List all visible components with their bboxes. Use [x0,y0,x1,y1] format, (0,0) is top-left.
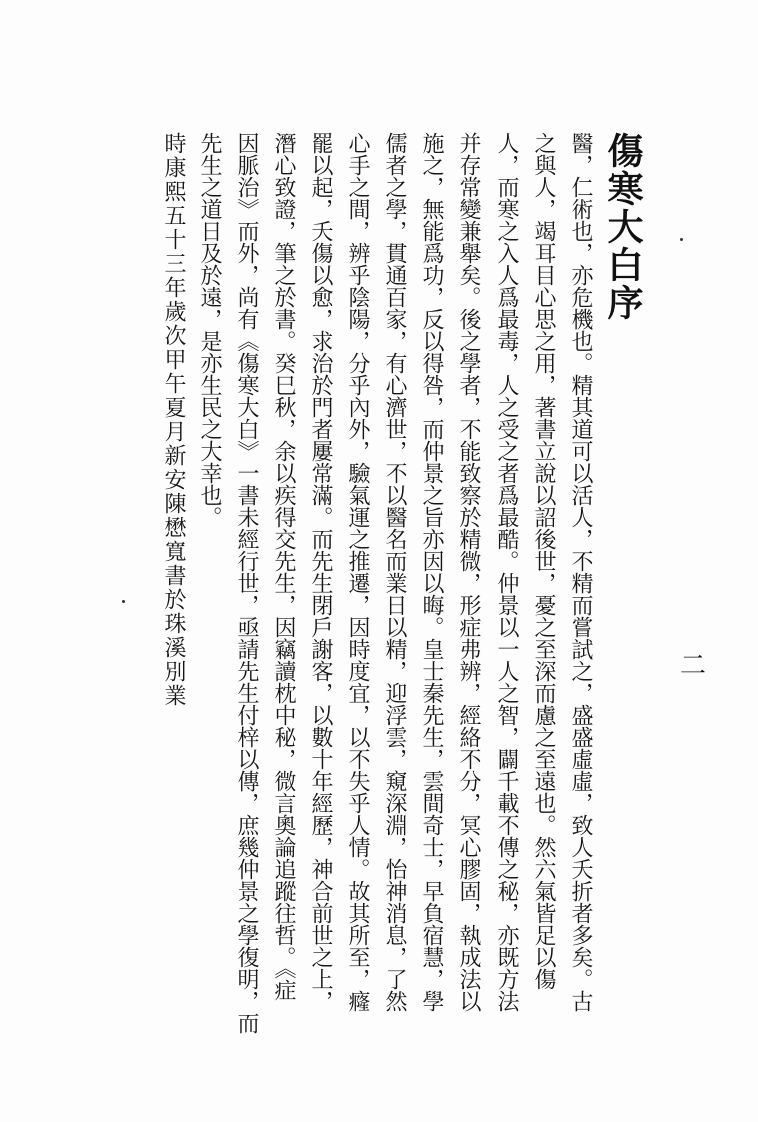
text-column: 并存常變兼舉矣。後之學者，不能致察於精微，形症弗辨，經絡不分，冥心膠固，執成法以 [456,132,481,1012]
text-column: 施之，無能爲功，反以得咎，而仲景之旨亦因以晦。皇士秦先生，雲間奇士，早負宿慧，學 [419,132,444,1012]
scan-speck [680,238,683,241]
text-column: 醫，仁術也，亦危機也。精其道可以活人，不精而嘗試之，盛盛虛虛，致人夭折者多矣。古 [568,132,593,1012]
scan-speck [122,600,125,603]
text-column: 儒者之學，貫通百家，有心濟世，不以醫名而業日以精，迎浮雲，窺深淵，怡神消息，了然 [382,132,407,1012]
page-number: 二 [680,651,707,681]
colophon-column: 時康熙五十三年歲次甲午夏月新安陳懋寬書於珠溪別業 [161,132,186,708]
text-column: 潛心致證，筆之於書。癸巳秋，余以疾得交先生，因竊讀枕中秘，微言奧論追蹤往哲。《症 [271,132,296,1001]
preface-title: 傷寒大白序 [602,132,644,322]
text-column: 人，而寒之入人爲最毒，人之受之者爲最酷。仲景以一人之智，闢千載不傳之秘，亦既方法 [494,132,519,1012]
text-column: 罷以起，夭傷以愈，求治於門者屢常滿。而先生閉戶謝客，以數十年經歷，神合前世之上， [308,132,333,1012]
text-column: 先生之道日及於遠，是亦生民之大幸也。 [197,132,222,528]
text-column: 之與人，竭耳目心思之用，著書立說以詔後世，憂之至深而慮之至遠也。然六氣皆足以傷 [531,132,556,990]
text-column: 因脈治》而外，尚有《傷寒大白》一書未經行世，亟請先生付梓以傳，庶幾仲景之學復明，而 [234,132,259,1034]
text-column: 心手之間，辨乎陰陽，分乎內外，驗氣運之推遷，因時度宜，以不失乎人情。故其所至，癃 [345,132,370,1012]
